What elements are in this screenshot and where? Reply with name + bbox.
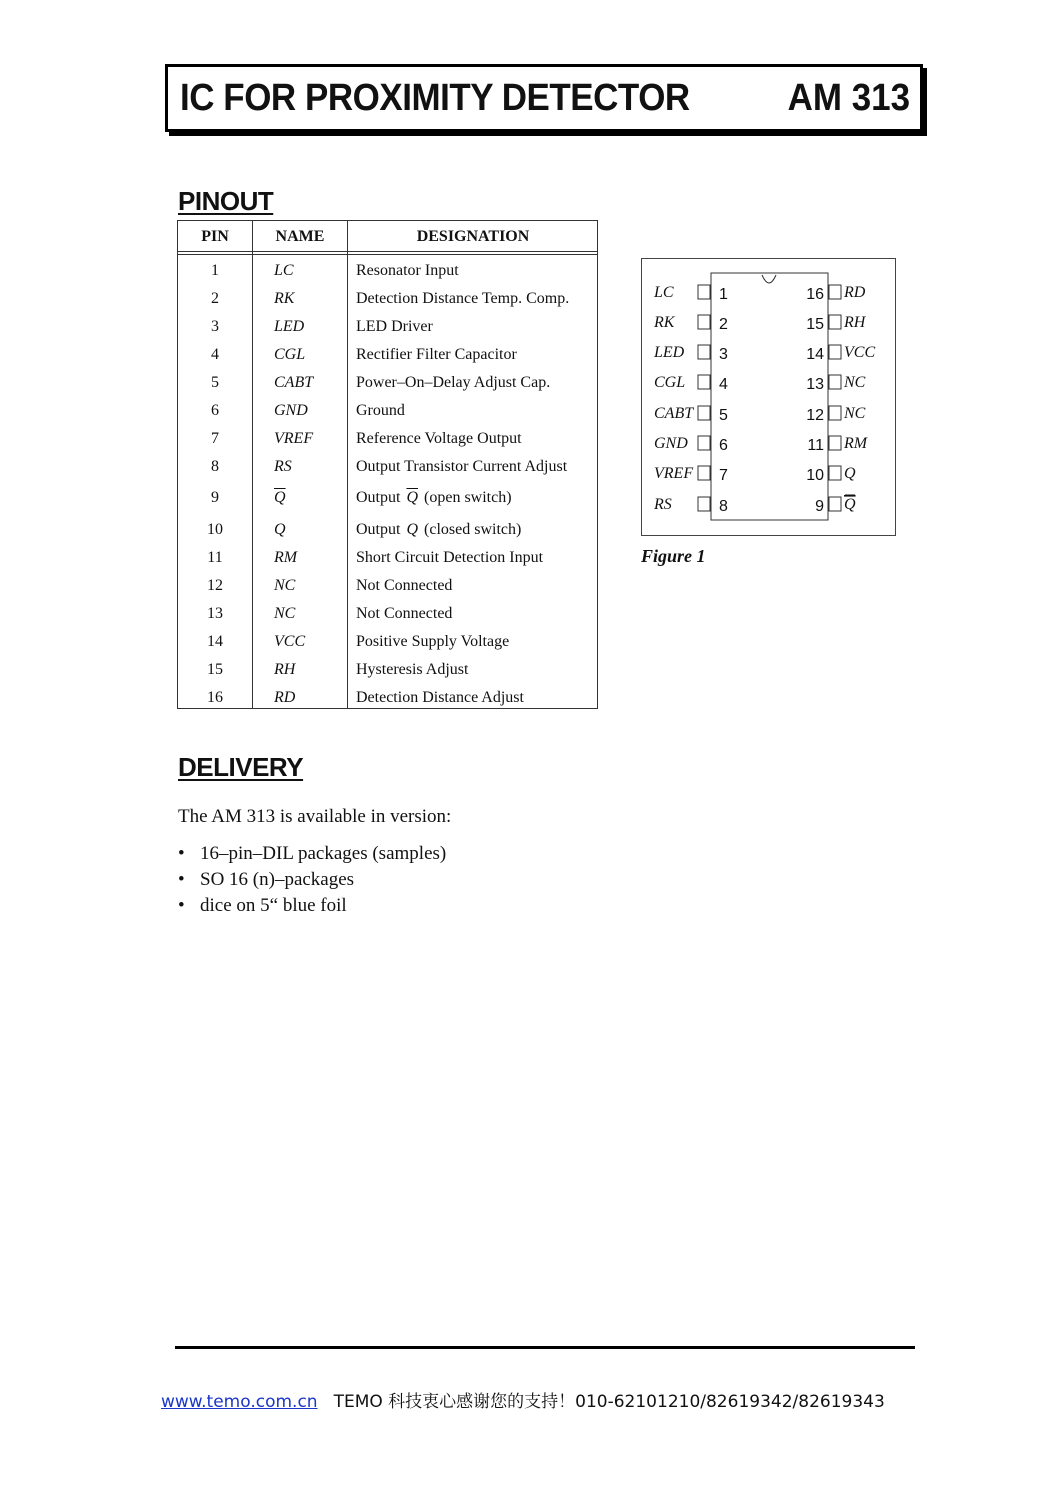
pin-number: 11 bbox=[807, 437, 824, 454]
designation-prefix: Output bbox=[356, 489, 401, 506]
pin-label: CABT bbox=[654, 405, 694, 422]
footer-rule bbox=[175, 1346, 915, 1349]
table-row bbox=[178, 629, 597, 657]
pin-designation: Output Transistor Current Adjust bbox=[356, 458, 568, 475]
pin-name: VCC bbox=[274, 633, 306, 650]
pin-pad bbox=[829, 375, 841, 389]
pin-number: 13 bbox=[806, 376, 824, 393]
pin-name: NC bbox=[274, 605, 296, 622]
pin-label: RM bbox=[844, 435, 868, 452]
table-row bbox=[178, 545, 597, 573]
pin-label: Q bbox=[844, 496, 856, 513]
pin-name: $\overline{Q}$ bbox=[274, 489, 286, 506]
pin-label: RS bbox=[654, 496, 672, 513]
pin-label: CGL bbox=[654, 374, 686, 391]
pin-label: RK bbox=[654, 314, 675, 331]
table-row bbox=[178, 601, 597, 629]
pin-diagram-svg bbox=[642, 259, 897, 537]
pin-number: 15 bbox=[207, 661, 223, 678]
pin-name: CABT bbox=[274, 374, 314, 391]
pinout-table bbox=[177, 220, 598, 709]
pin-number: 8 bbox=[719, 498, 728, 515]
column-header-designation: DESIGNATION bbox=[416, 228, 530, 245]
pin-label: RH bbox=[844, 314, 866, 331]
pin-name: RS bbox=[274, 458, 292, 475]
pin-label: LED bbox=[654, 344, 685, 361]
pin-pad bbox=[698, 406, 710, 420]
pin-label: Q bbox=[844, 465, 856, 482]
pin-pad bbox=[829, 466, 841, 480]
pin-number: 1 bbox=[719, 286, 728, 303]
pin-pad bbox=[698, 436, 710, 450]
table-row bbox=[178, 573, 597, 601]
pin-pad bbox=[698, 315, 710, 329]
pin-label: NC bbox=[844, 405, 866, 422]
pin-number: 2 bbox=[719, 316, 728, 333]
website-link[interactable]: www.temo.com.cn bbox=[161, 1392, 318, 1412]
table-row bbox=[178, 370, 597, 398]
pin-pad bbox=[829, 345, 841, 359]
footer bbox=[161, 1387, 885, 1412]
pin-name: RD bbox=[274, 689, 296, 706]
pin-label: GND bbox=[654, 435, 688, 452]
pin-pad bbox=[829, 406, 841, 420]
table-row bbox=[178, 258, 597, 286]
pin-number: 15 bbox=[806, 316, 824, 333]
pin-number: 2 bbox=[211, 290, 219, 307]
pin-name: GND bbox=[274, 402, 308, 419]
pin-number: 9 bbox=[211, 489, 219, 506]
pin-number: 16 bbox=[806, 286, 824, 303]
pin-pad bbox=[698, 285, 710, 299]
chip-notch-icon bbox=[762, 275, 776, 283]
pinout-heading: PINOUT bbox=[178, 186, 274, 216]
pin-name: RK bbox=[274, 290, 295, 307]
footer-contact: TEMO 科技衷心感谢您的支持！010-62101210/82619342/82619343 bbox=[333, 1392, 885, 1412]
pin-label: VREF bbox=[654, 465, 694, 482]
pin-designation: Detection Distance Temp. Comp. bbox=[356, 290, 570, 307]
pin-number: 13 bbox=[207, 605, 223, 622]
delivery-intro: The AM 313 is available in version: bbox=[178, 806, 452, 827]
pin-name: VREF bbox=[274, 430, 314, 447]
list-item: • dice on 5“ blue foil bbox=[178, 895, 446, 921]
pin-pad bbox=[829, 436, 841, 450]
column-header-pin: PIN bbox=[201, 228, 229, 245]
column-header-name: NAME bbox=[275, 228, 325, 245]
pin-designation: Power–On–Delay Adjust Cap. bbox=[356, 374, 551, 391]
designation-suffix: (open switch) bbox=[424, 489, 512, 506]
pin-designation: Reference Voltage Output bbox=[356, 430, 522, 447]
pin-designation: Positive Supply Voltage bbox=[356, 633, 510, 650]
pin-number: 16 bbox=[207, 689, 223, 706]
table-row bbox=[178, 517, 597, 545]
pin-number: 14 bbox=[806, 346, 824, 363]
pin-number: 6 bbox=[719, 437, 728, 454]
document-header bbox=[165, 64, 923, 132]
table-row bbox=[178, 454, 597, 482]
pin-label: RD bbox=[844, 284, 866, 301]
pin-pad bbox=[698, 345, 710, 359]
table-header-rule bbox=[178, 254, 597, 255]
pin-name: LED bbox=[274, 318, 305, 335]
pin-designation: Ground bbox=[356, 402, 405, 419]
table-header-rule bbox=[178, 251, 597, 252]
pin-number: 11 bbox=[207, 549, 223, 566]
pin-number: 10 bbox=[207, 521, 223, 538]
designation-suffix: (closed switch) bbox=[424, 521, 522, 538]
delivery-heading: DELIVERY bbox=[178, 752, 304, 782]
pin-number: 10 bbox=[806, 467, 824, 484]
pin-pad bbox=[698, 466, 710, 480]
pin-designation: Not Connected bbox=[356, 605, 453, 622]
pin-number: 5 bbox=[719, 407, 728, 424]
pin-designation: LED Driver bbox=[356, 318, 433, 335]
designation-prefix: Output bbox=[356, 521, 401, 538]
table-row bbox=[178, 286, 597, 314]
pin-designation: Hysteresis Adjust bbox=[356, 661, 469, 678]
document-title: IC FOR PROXIMITY DETECTOR bbox=[180, 77, 690, 119]
pin-designation bbox=[356, 521, 521, 539]
pin-name: Q bbox=[274, 521, 286, 538]
pin-label: NC bbox=[844, 374, 866, 391]
pin-name: LC bbox=[274, 262, 294, 279]
pin-designation: Rectifier Filter Capacitor bbox=[356, 346, 517, 363]
pin-name: CGL bbox=[274, 346, 306, 363]
figure-caption: Figure 1 bbox=[641, 546, 706, 566]
pin-label: LC bbox=[654, 284, 674, 301]
pin-number: 7 bbox=[719, 467, 728, 484]
pin-designation bbox=[356, 489, 512, 507]
list-item: • 16–pin–DIL packages (samples) bbox=[178, 843, 446, 869]
pin-designation: Detection Distance Adjust bbox=[356, 689, 524, 706]
pin-number: 3 bbox=[719, 346, 728, 363]
pin-name: RH bbox=[274, 661, 296, 678]
pin-number: 1 bbox=[211, 262, 219, 279]
pin-number: 12 bbox=[806, 407, 824, 424]
pin-designation: Short Circuit Detection Input bbox=[356, 549, 544, 566]
pin-label: VCC bbox=[844, 344, 876, 361]
pin-diagram bbox=[641, 258, 896, 536]
pin-designation: Resonator Input bbox=[356, 262, 459, 279]
list-item: • SO 16 (n)–packages bbox=[178, 869, 446, 895]
pin-name: RM bbox=[274, 549, 298, 566]
pin-pad bbox=[829, 285, 841, 299]
table-row bbox=[178, 342, 597, 370]
part-number: AM 313 bbox=[787, 77, 910, 119]
pin-pad bbox=[698, 497, 710, 511]
pin-number: 3 bbox=[211, 318, 219, 335]
table-row bbox=[178, 426, 597, 454]
pin-number: 14 bbox=[207, 633, 223, 650]
designation-symbol: Q bbox=[406, 521, 419, 538]
pin-number: 4 bbox=[211, 346, 219, 363]
table-row bbox=[178, 657, 597, 685]
pin-name: NC bbox=[274, 577, 296, 594]
pin-number: 4 bbox=[719, 376, 728, 393]
pin-number: 6 bbox=[211, 402, 219, 419]
pin-number: 9 bbox=[815, 498, 824, 515]
pin-pad bbox=[829, 315, 841, 329]
pin-number: 8 bbox=[211, 458, 219, 475]
table-row bbox=[178, 314, 597, 342]
designation-symbol: $\overline{Q}$ bbox=[406, 489, 419, 506]
table-row bbox=[178, 485, 597, 513]
pin-number: 7 bbox=[211, 430, 219, 447]
pin-number: 12 bbox=[207, 577, 223, 594]
table-row bbox=[178, 398, 597, 426]
chip-pins bbox=[653, 284, 875, 515]
pin-number: 5 bbox=[211, 374, 219, 391]
pin-pad bbox=[829, 497, 841, 511]
pin-pad bbox=[698, 375, 710, 389]
table-row bbox=[178, 685, 597, 713]
pin-designation: Not Connected bbox=[356, 577, 453, 594]
delivery-list bbox=[178, 843, 446, 921]
